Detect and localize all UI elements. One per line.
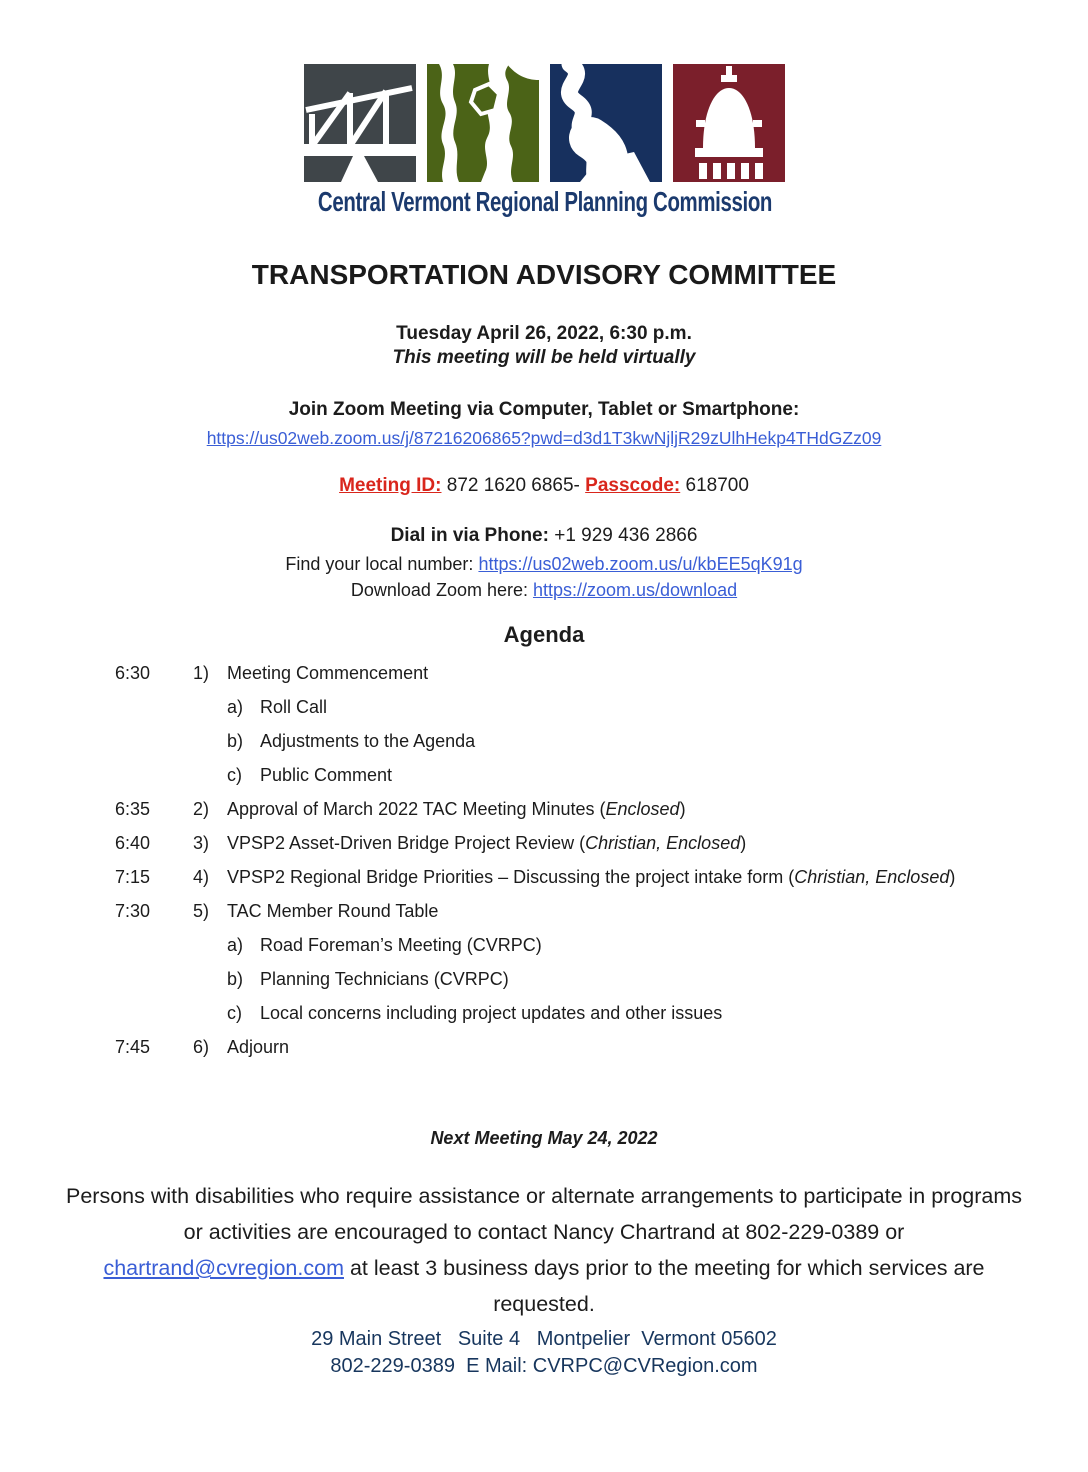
agenda-item <box>115 894 1088 928</box>
agenda-number: 1) <box>193 662 210 683</box>
agenda-letter: b) <box>227 730 244 751</box>
next-meeting-note: Next Meeting May 24, 2022 <box>430 1128 658 1148</box>
agenda-text-segment: Christian, Enclosed <box>585 832 741 853</box>
agenda-list <box>0 656 1088 1064</box>
agenda-text-segment: ) <box>679 798 686 819</box>
agenda-number: 2) <box>193 798 210 819</box>
agenda-letter: a) <box>227 934 244 955</box>
agenda-text-segment: ) <box>740 832 747 853</box>
logo-wordmark: Central Vermont Regional Planning Commission <box>317 186 772 217</box>
agenda-time: 7:45 <box>115 1036 151 1057</box>
dial-in-line <box>0 524 1088 548</box>
agenda-text-segment: VPSP2 Asset-Driven Bridge Project Review ( <box>227 832 586 853</box>
agenda-text-segment: Adjourn <box>227 1036 290 1057</box>
agenda-number: 6) <box>193 1036 210 1057</box>
capitol-dome-icon <box>673 64 785 182</box>
agenda-item <box>115 860 1088 894</box>
agenda-letter: b) <box>227 968 244 989</box>
accessibility-text-pre: Persons with disabilities who require assistance or alternate arrangements to participate in programs or activities are encouraged to contact Nancy Chartrand at 802-229-0389 or <box>65 1184 1023 1244</box>
logo-panels <box>304 64 785 182</box>
document-footer <box>0 1326 1088 1380</box>
agenda-item <box>115 656 1088 690</box>
agenda-subitem <box>115 996 1088 1030</box>
agenda-text <box>227 867 955 888</box>
agenda-text <box>260 1003 722 1024</box>
local-number-label: Find your local number: <box>285 554 479 574</box>
agenda-text-segment: Christian, Enclosed <box>794 866 950 887</box>
agenda-text-segment: Roll Call <box>260 696 328 717</box>
agenda-text <box>260 697 327 718</box>
accessibility-notice <box>64 1178 1024 1322</box>
agenda-text-segment: Local concerns including project updates and other issues <box>260 1002 723 1023</box>
agenda-letter: c) <box>227 1002 242 1023</box>
join-link-line <box>0 426 1088 450</box>
agenda-subitem <box>115 724 1088 758</box>
footer-address: 29 Main Street Suite 4 Montpelier Vermont 05602 <box>311 1328 777 1350</box>
download-zoom-label: Download Zoom here: <box>350 580 533 600</box>
agenda-subitem <box>115 962 1088 996</box>
agenda-number: 4) <box>193 866 210 887</box>
agenda-time: 7:30 <box>115 900 151 921</box>
bridge-icon <box>304 64 416 182</box>
agenda-number: 5) <box>193 900 210 921</box>
agenda-text-segment: Meeting Commencement <box>227 662 429 683</box>
agenda-letter: a) <box>227 696 244 717</box>
join-zoom-link[interactable]: https://us02web.zoom.us/j/87216206865?pwd=d3d1T3kwNjljR29zUlhHekp4THdGZz09 <box>206 428 882 448</box>
river-road-icon <box>550 64 662 182</box>
agenda-text <box>227 663 428 684</box>
meeting-id-label: Meeting ID: <box>339 475 442 496</box>
accessibility-text-post: at least 3 business days prior to the meeting for which services are requested. <box>343 1256 985 1316</box>
agenda-subitem <box>115 928 1088 962</box>
agenda-time: 7:15 <box>115 866 151 887</box>
meeting-datetime: Tuesday April 26, 2022, 6:30 p.m. <box>396 323 692 344</box>
agenda-text <box>260 765 392 786</box>
agenda-item <box>115 826 1088 860</box>
virtual-note: This meeting will be held virtually <box>392 347 696 368</box>
agenda-time: 6:35 <box>115 798 151 819</box>
download-zoom-link[interactable]: https://zoom.us/download <box>532 580 738 600</box>
agenda-heading: Agenda <box>503 622 585 647</box>
agenda-text-segment: Public Comment <box>260 764 393 785</box>
agenda-text-segment: TAC Member Round Table <box>227 900 439 921</box>
join-zoom-heading: Join Zoom Meeting via Computer, Tablet or Smartphone: <box>288 399 800 420</box>
agenda-text-segment: Enclosed <box>605 798 680 819</box>
agenda-text-segment: Road Foreman’s Meeting (CVRPC) <box>260 934 542 955</box>
meeting-id-line <box>0 474 1088 498</box>
footer-contact: 802-229-0389 E Mail: CVRPC@CVRegion.com <box>330 1355 758 1377</box>
agenda-letter: c) <box>227 764 242 785</box>
dial-in-number: +1 929 436 2866 <box>548 525 698 546</box>
passcode-label: Passcode: <box>585 475 681 496</box>
vermont-map-icon <box>427 64 539 182</box>
agenda-time: 6:30 <box>115 662 151 683</box>
agenda-number: 3) <box>193 832 210 853</box>
local-number-link[interactable]: https://us02web.zoom.us/u/kbEE5qK91g <box>478 554 803 574</box>
agenda-text <box>260 935 542 956</box>
agenda-subitem <box>115 758 1088 792</box>
dial-in-label: Dial in via Phone: <box>390 525 549 546</box>
agenda-text-segment: ) <box>949 866 956 887</box>
cvrpc-logo <box>304 64 785 218</box>
agenda-text-segment: VPSP2 Regional Bridge Priorities – Discussing the project intake form ( <box>227 866 795 887</box>
agenda-text <box>227 901 438 922</box>
contact-email-link[interactable]: chartrand@cvregion.com <box>103 1256 344 1280</box>
meeting-id-value: 872 1620 6865- <box>441 475 586 496</box>
agenda-text-segment: Approval of March 2022 TAC Meeting Minutes ( <box>227 798 606 819</box>
agenda-document <box>0 64 1088 1380</box>
agenda-text <box>260 731 475 752</box>
agenda-text <box>227 1037 289 1058</box>
agenda-time: 6:40 <box>115 832 151 853</box>
agenda-item <box>115 1030 1088 1064</box>
agenda-text <box>227 833 746 854</box>
passcode-value: 618700 <box>680 475 749 496</box>
agenda-text <box>227 799 686 820</box>
agenda-item <box>115 792 1088 826</box>
agenda-text-segment: Adjustments to the Agenda <box>260 730 476 751</box>
agenda-subitem <box>115 690 1088 724</box>
page-title: TRANSPORTATION ADVISORY COMMITTEE <box>251 259 837 290</box>
agenda-text-segment: Planning Technicians (CVRPC) <box>260 968 509 989</box>
agenda-text <box>260 969 509 990</box>
download-zoom-line <box>0 578 1088 602</box>
local-number-line <box>0 552 1088 576</box>
